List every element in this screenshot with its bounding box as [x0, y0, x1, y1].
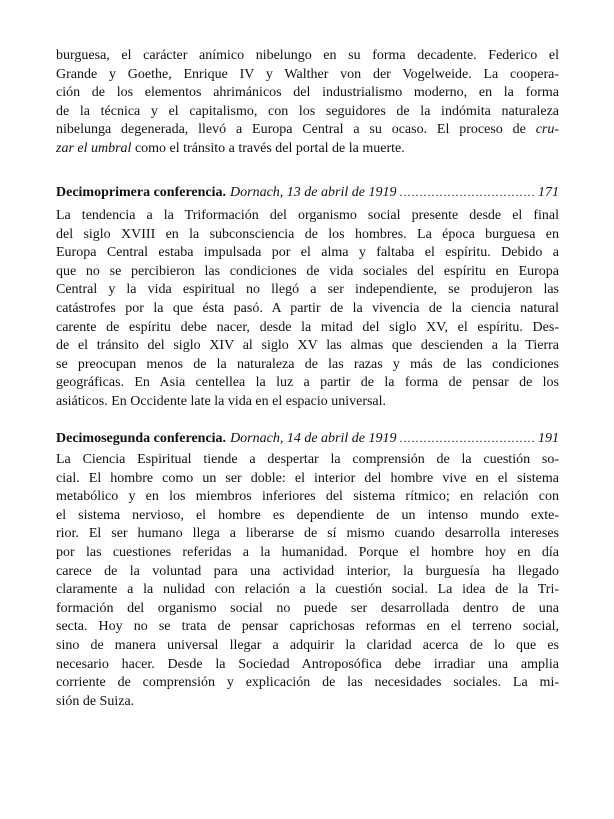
leader-dots — [400, 429, 536, 448]
summary-line: necesario hacer. Desde la Sociedad Antroposófica debe irradiar una amplia — [56, 656, 559, 672]
summary-line: Europa Central estaba impulsada por el alma y faltaba el espíritu. Debido a — [56, 245, 559, 261]
lecture-title: Decimoprimera conferencia. — [56, 185, 227, 200]
summary-line: Central y la vida espiritual no llegó a ser independiente, se produjeron las — [56, 282, 559, 298]
summary-line: rior. El ser humano llega a liberarse de sí mismo cuando desarrolla intereses — [56, 526, 559, 542]
italic-term-part2: zar el umbral — [56, 140, 132, 156]
intro-line: burguesa, el carácter anímico nibelungo en su forma decadente. Federico el — [56, 48, 559, 63]
lecture-heading-11 — [56, 183, 559, 203]
lecture-summary-12 — [56, 451, 559, 711]
summary-line: La Ciencia Espiritual tiende a despertar la comprensión de la cuestión so- — [56, 452, 559, 467]
lecture-page-number: 171 — [538, 185, 559, 200]
summary-line: La tendencia a la Triformación del organismo social presente desde el final — [56, 208, 559, 223]
summary-line: secta. Hoy no se trata de pensar caprichosas reformas en el terreno social, — [56, 619, 559, 635]
lecture-heading-12 — [56, 429, 559, 449]
italic-term-part1: cru- — [535, 122, 560, 138]
intro-line: nibelunga degenerada, llevó a Europa Central a su ocaso. El proceso de — [56, 122, 526, 138]
summary-line: corriente de comprensión y explicación de las necesidades sociales. La mi- — [56, 675, 559, 691]
intro-line: Grande y Goethe, Enrique IV y Walther von der Vogelweide. La coopera- — [56, 66, 559, 82]
summary-line: el sistema nervioso, el hombre es dependiente de un intenso mundo exte- — [56, 507, 559, 523]
summary-line: carece de la voluntad para una actividad interior, la burguesía ha llegado — [56, 563, 559, 579]
lecture-place-date: Dornach, 14 de abril de 1919 — [230, 431, 397, 446]
lecture-title: Decimosegunda conferencia. — [56, 431, 227, 446]
intro-line-with-italic — [56, 121, 559, 140]
intro-last-line-rest: como el tránsito a través del portal de la muerte. — [131, 140, 405, 156]
intro-paragraph — [56, 47, 559, 159]
summary-line: por las cuestiones referidas a la humanidad. Porque el hombre hoy en día — [56, 544, 559, 560]
leader-dots — [399, 183, 535, 202]
summary-line: del siglo XVIII en la subconsciencia de los hombres. La época burguesa en — [56, 226, 559, 242]
intro-line: de la técnica y el capitalismo, con los seguidores de la indómita naturaleza — [56, 103, 559, 119]
summary-line: que no se percibieron las condiciones de vida sociales del espíritu en Europa — [56, 263, 559, 279]
summary-line: metabólico y en los miembros inferiores del sistema rítmico; en relación con — [56, 489, 559, 505]
lecture-place-date: Dornach, 13 de abril de 1919 — [230, 185, 397, 200]
summary-line: carente de espíritu debe nacer, desde la mitad del siglo XV, el espíritu. Des- — [56, 319, 559, 335]
summary-line: cial. El hombre como un ser doble: el interior del hombre vive en el sistema — [56, 470, 559, 486]
summary-line: claramente a la nulidad con relación a la cuestión social. La idea de la Tri- — [56, 582, 559, 598]
summary-line: geográficas. En Asia centellea la luz a partir de la forma de pensar de los — [56, 375, 559, 391]
summary-line: asiáticos. En Occidente late la vida en el espacio universal. — [56, 393, 387, 409]
summary-line: de el tránsito del siglo XIV al siglo XV las almas que descienden a la Tierra — [56, 338, 559, 354]
lecture-summary-11 — [56, 207, 559, 412]
summary-line: sión de Suiza. — [56, 693, 135, 709]
summary-line: sino de manera universal llegar a adquirir la claridad acerca de lo que es — [56, 637, 559, 653]
summary-line: catástrofes por la que ésta pasó. A partir de la vivencia de la ciencia natural — [56, 300, 559, 316]
lecture-page-number: 191 — [538, 431, 559, 446]
summary-line: se preocupan menos de la naturaleza de las razas y más de las condiciones — [56, 356, 559, 372]
intro-line: ción de los elementos ahrimánicos del industrialismo moderno, en la forma — [56, 85, 559, 101]
summary-line: formación del organismo social no puede ser desarrollada dentro de una — [56, 600, 559, 616]
intro-last-line — [56, 140, 559, 159]
